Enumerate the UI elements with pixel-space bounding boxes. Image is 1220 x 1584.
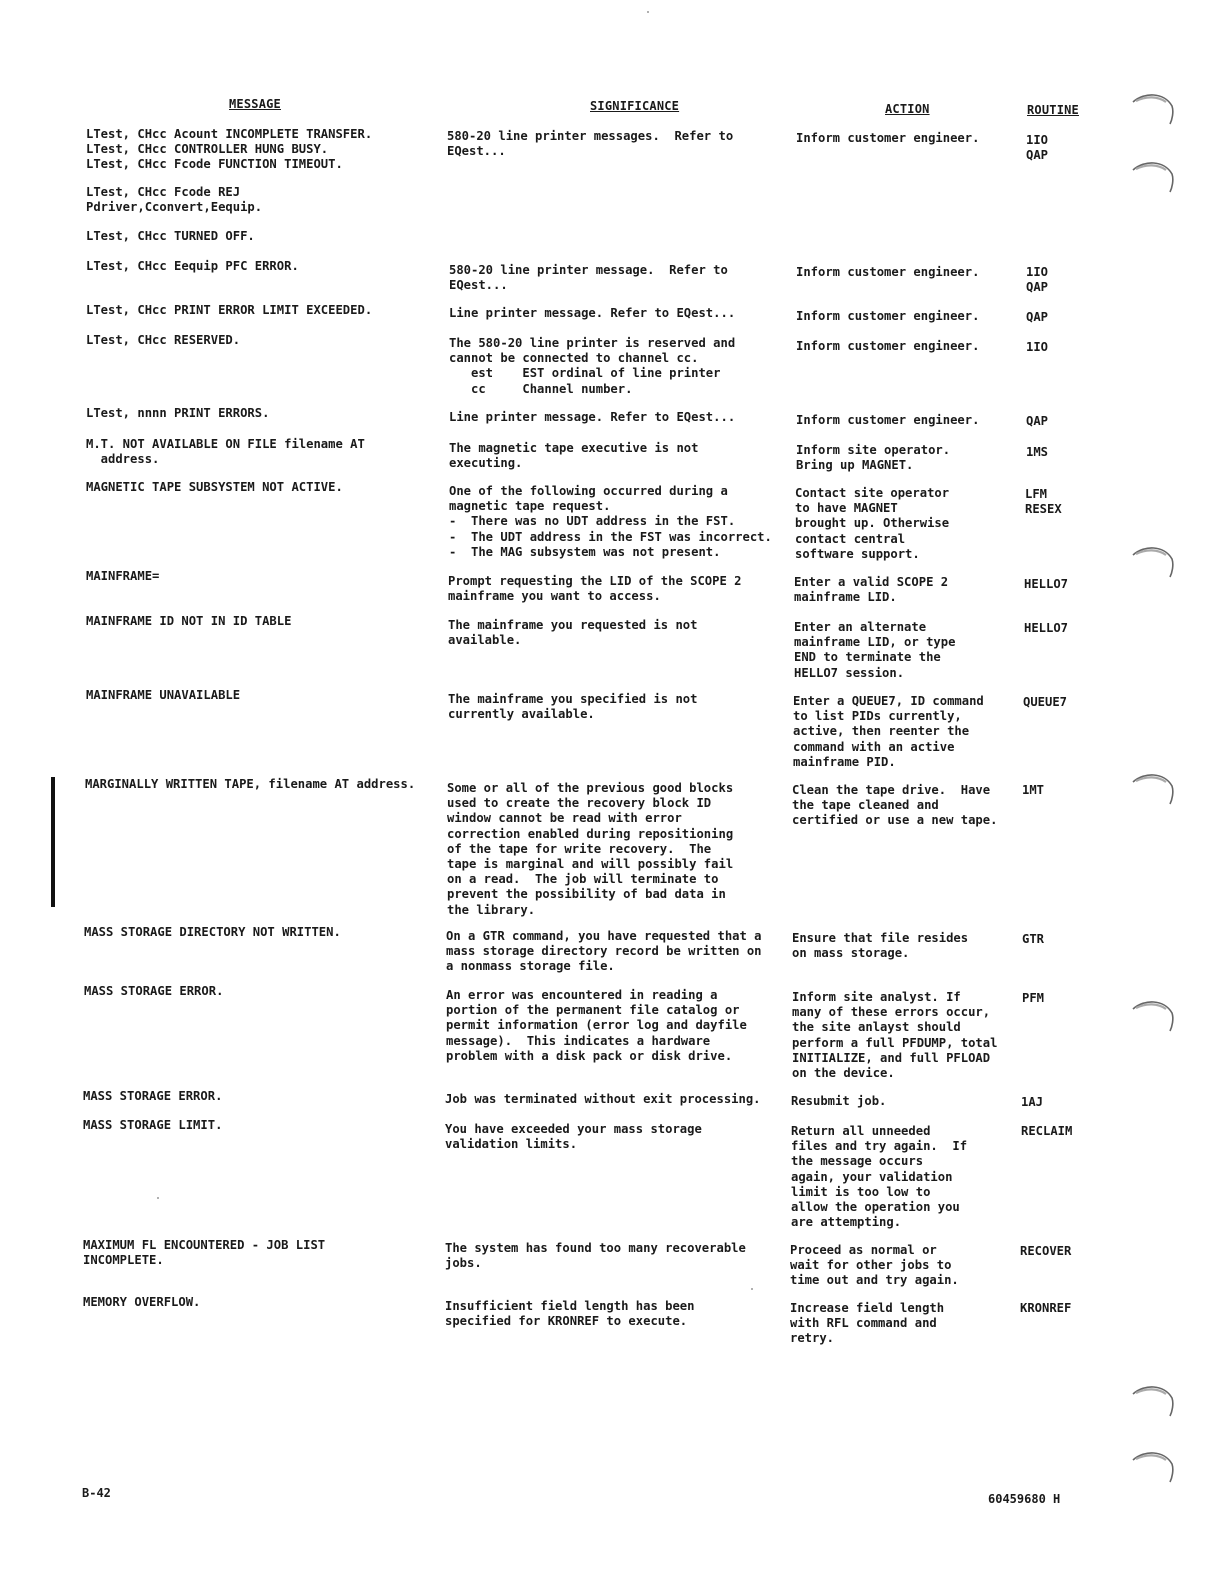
- action-cell: Enter an alternate mainframe LID, or type END to terminate the HELLO7 session.: [794, 620, 956, 680]
- scan-speck: [157, 1197, 159, 1199]
- message-cell: MASS STORAGE DIRECTORY NOT WRITTEN.: [84, 925, 341, 939]
- routine-cell: LFM RESEX: [1025, 487, 1062, 517]
- action-cell: Return all unneeded files and try again. If the message occurs again, your validation limit is too low to allow the operation you are attempting.: [791, 1124, 968, 1230]
- routine-cell: 1IO QAP: [1026, 265, 1049, 295]
- message-cell: MAGNETIC TAPE SUBSYSTEM NOT ACTIVE.: [86, 480, 343, 494]
- action-cell: Ensure that file resides on mass storage.: [792, 931, 969, 961]
- action-cell: Inform customer engineer.: [796, 265, 980, 279]
- message-cell: LTest, CHcc Eequip PFC ERROR.: [86, 259, 299, 273]
- routine-cell: HELLO7: [1024, 621, 1069, 635]
- significance-cell: One of the following occurred during a magnetic tape request. - There was no UDT address in the FST. - The UDT address in the FST was incorrect. - The MAG subsystem was not present.: [449, 484, 772, 559]
- message-cell: MASS STORAGE ERROR.: [83, 1089, 223, 1103]
- routine-cell: 1IO: [1026, 340, 1049, 354]
- action-cell: Inform customer engineer.: [796, 413, 980, 427]
- action-cell: Enter a valid SCOPE 2 mainframe LID.: [794, 575, 949, 605]
- header-significance: SIGNIFICANCE: [590, 99, 680, 113]
- routine-cell: GTR: [1022, 932, 1045, 946]
- binding-mark-icon: [1130, 543, 1176, 583]
- page-number: B-42: [82, 1486, 111, 1500]
- message-cell: LTest, CHcc TURNED OFF.: [86, 229, 255, 243]
- message-cell: MAINFRAME ID NOT IN ID TABLE: [86, 614, 292, 628]
- change-bar: [51, 777, 55, 907]
- routine-cell: 1MS: [1026, 445, 1049, 459]
- routine-cell: 1IO QAP: [1026, 133, 1049, 163]
- binding-mark-icon: [1130, 997, 1176, 1037]
- routine-cell: RECOVER: [1020, 1244, 1072, 1258]
- action-cell: Inform site analyst. If many of these errors occur, the site anlayst should perform a full PFDUMP, total INITIALIZE, and full PFLOAD on the device.: [792, 990, 998, 1081]
- message-cell: MAINFRAME=: [86, 569, 160, 583]
- routine-cell: QAP: [1026, 414, 1049, 428]
- header-message: MESSAGE: [229, 97, 281, 111]
- scan-speck: [647, 11, 649, 13]
- binding-mark-icon: [1130, 1448, 1176, 1488]
- significance-cell: On a GTR command, you have requested that a mass storage directory record be written on a nonmass storage file.: [446, 929, 762, 974]
- significance-cell: The mainframe you specified is not currently available.: [448, 692, 698, 722]
- header-action: ACTION: [885, 102, 930, 116]
- binding-mark-icon: [1130, 1382, 1176, 1422]
- significance-cell: Prompt requesting the LID of the SCOPE 2 mainframe you want to access.: [448, 574, 742, 604]
- message-cell: MEMORY OVERFLOW.: [83, 1295, 201, 1309]
- routine-cell: HELLO7: [1024, 577, 1069, 591]
- action-cell: Inform site operator. Bring up MAGNET.: [796, 443, 951, 473]
- action-cell: Inform customer engineer.: [796, 339, 980, 353]
- binding-mark-icon: [1130, 770, 1176, 810]
- action-cell: Enter a QUEUE7, ID command to list PIDs currently, active, then reenter the command with an active mainframe PID.: [793, 694, 984, 769]
- message-cell: LTest, CHcc Acount INCOMPLETE TRANSFER. LTest, CHcc CONTROLLER HUNG BUSY. LTest, CHcc Fcode FUNCTION TIMEOUT.: [86, 127, 373, 172]
- action-cell: Resubmit job.: [791, 1094, 887, 1108]
- action-cell: Contact site operator to have MAGNET brought up. Otherwise contact central software support.: [795, 486, 950, 561]
- routine-cell: KRONREF: [1020, 1301, 1072, 1315]
- message-cell: LTest, CHcc PRINT ERROR LIMIT EXCEEDED.: [86, 303, 373, 317]
- significance-cell: The mainframe you requested is not available.: [448, 618, 698, 648]
- significance-cell: Line printer message. Refer to EQest...: [449, 410, 736, 424]
- significance-cell: Job was terminated without exit processing.: [445, 1092, 761, 1106]
- message-cell: MASS STORAGE LIMIT.: [83, 1118, 223, 1132]
- action-cell: Inform customer engineer.: [796, 309, 980, 323]
- binding-mark-icon: [1130, 90, 1176, 130]
- significance-cell: The system has found too many recoverable jobs.: [445, 1241, 746, 1271]
- significance-cell: 580-20 line printer messages. Refer to EQest...: [447, 129, 734, 159]
- message-cell: MAINFRAME UNAVAILABLE: [86, 688, 241, 702]
- routine-cell: 1MT: [1022, 783, 1045, 797]
- message-cell: MASS STORAGE ERROR.: [84, 984, 224, 998]
- message-cell: LTest, nnnn PRINT ERRORS.: [86, 406, 270, 420]
- action-cell: Inform customer engineer.: [796, 131, 980, 145]
- binding-mark-icon: [1130, 158, 1176, 198]
- message-cell: MARGINALLY WRITTEN TAPE, filename AT address.: [85, 777, 416, 791]
- routine-cell: PFM: [1022, 991, 1045, 1005]
- action-cell: Clean the tape drive. Have the tape cleaned and certified or use a new tape.: [792, 783, 998, 828]
- action-cell: Increase field length with RFL command and retry.: [790, 1301, 945, 1346]
- significance-cell: The magnetic tape executive is not executing.: [449, 441, 699, 471]
- significance-cell: Line printer message. Refer to EQest...: [449, 306, 736, 320]
- significance-cell: You have exceeded your mass storage validation limits.: [445, 1122, 702, 1152]
- routine-cell: 1AJ: [1021, 1095, 1044, 1109]
- routine-cell: RECLAIM: [1021, 1124, 1073, 1138]
- significance-cell: Insufficient field length has been specified for KRONREF to execute.: [445, 1299, 695, 1329]
- action-cell: Proceed as normal or wait for other jobs to time out and try again.: [790, 1243, 959, 1288]
- routine-cell: QAP: [1026, 310, 1049, 324]
- routine-cell: QUEUE7: [1023, 695, 1068, 709]
- document-number: 60459680 H: [988, 1492, 1061, 1506]
- significance-cell: The 580-20 line printer is reserved and cannot be connected to channel cc. est EST ordinal of line printer cc Channel number.: [449, 336, 736, 396]
- message-cell: M.T. NOT AVAILABLE ON FILE filename AT address.: [86, 437, 365, 467]
- significance-cell: Some or all of the previous good blocks used to create the recovery block ID window cannot be read with error correction enabled during repositioning of the tape for write recovery. The tape is marginal and will possibly fail on a read. The job will terminate to prevent the possibility of bad data in the library.: [447, 781, 734, 917]
- header-routine: ROUTINE: [1027, 103, 1079, 117]
- message-cell: MAXIMUM FL ENCOUNTERED - JOB LIST INCOMPLETE.: [83, 1238, 326, 1268]
- scan-speck: [751, 1288, 753, 1290]
- significance-cell: 580-20 line printer message. Refer to EQest...: [449, 263, 728, 293]
- message-cell: LTest, CHcc RESERVED.: [86, 333, 241, 347]
- significance-cell: An error was encountered in reading a portion of the permanent file catalog or permit information (error log and dayfile message). This indicates a hardware problem with a disk pack or disk drive.: [446, 988, 747, 1063]
- message-cell: LTest, CHcc Fcode REJ Pdriver,Cconvert,Eequip.: [86, 185, 263, 215]
